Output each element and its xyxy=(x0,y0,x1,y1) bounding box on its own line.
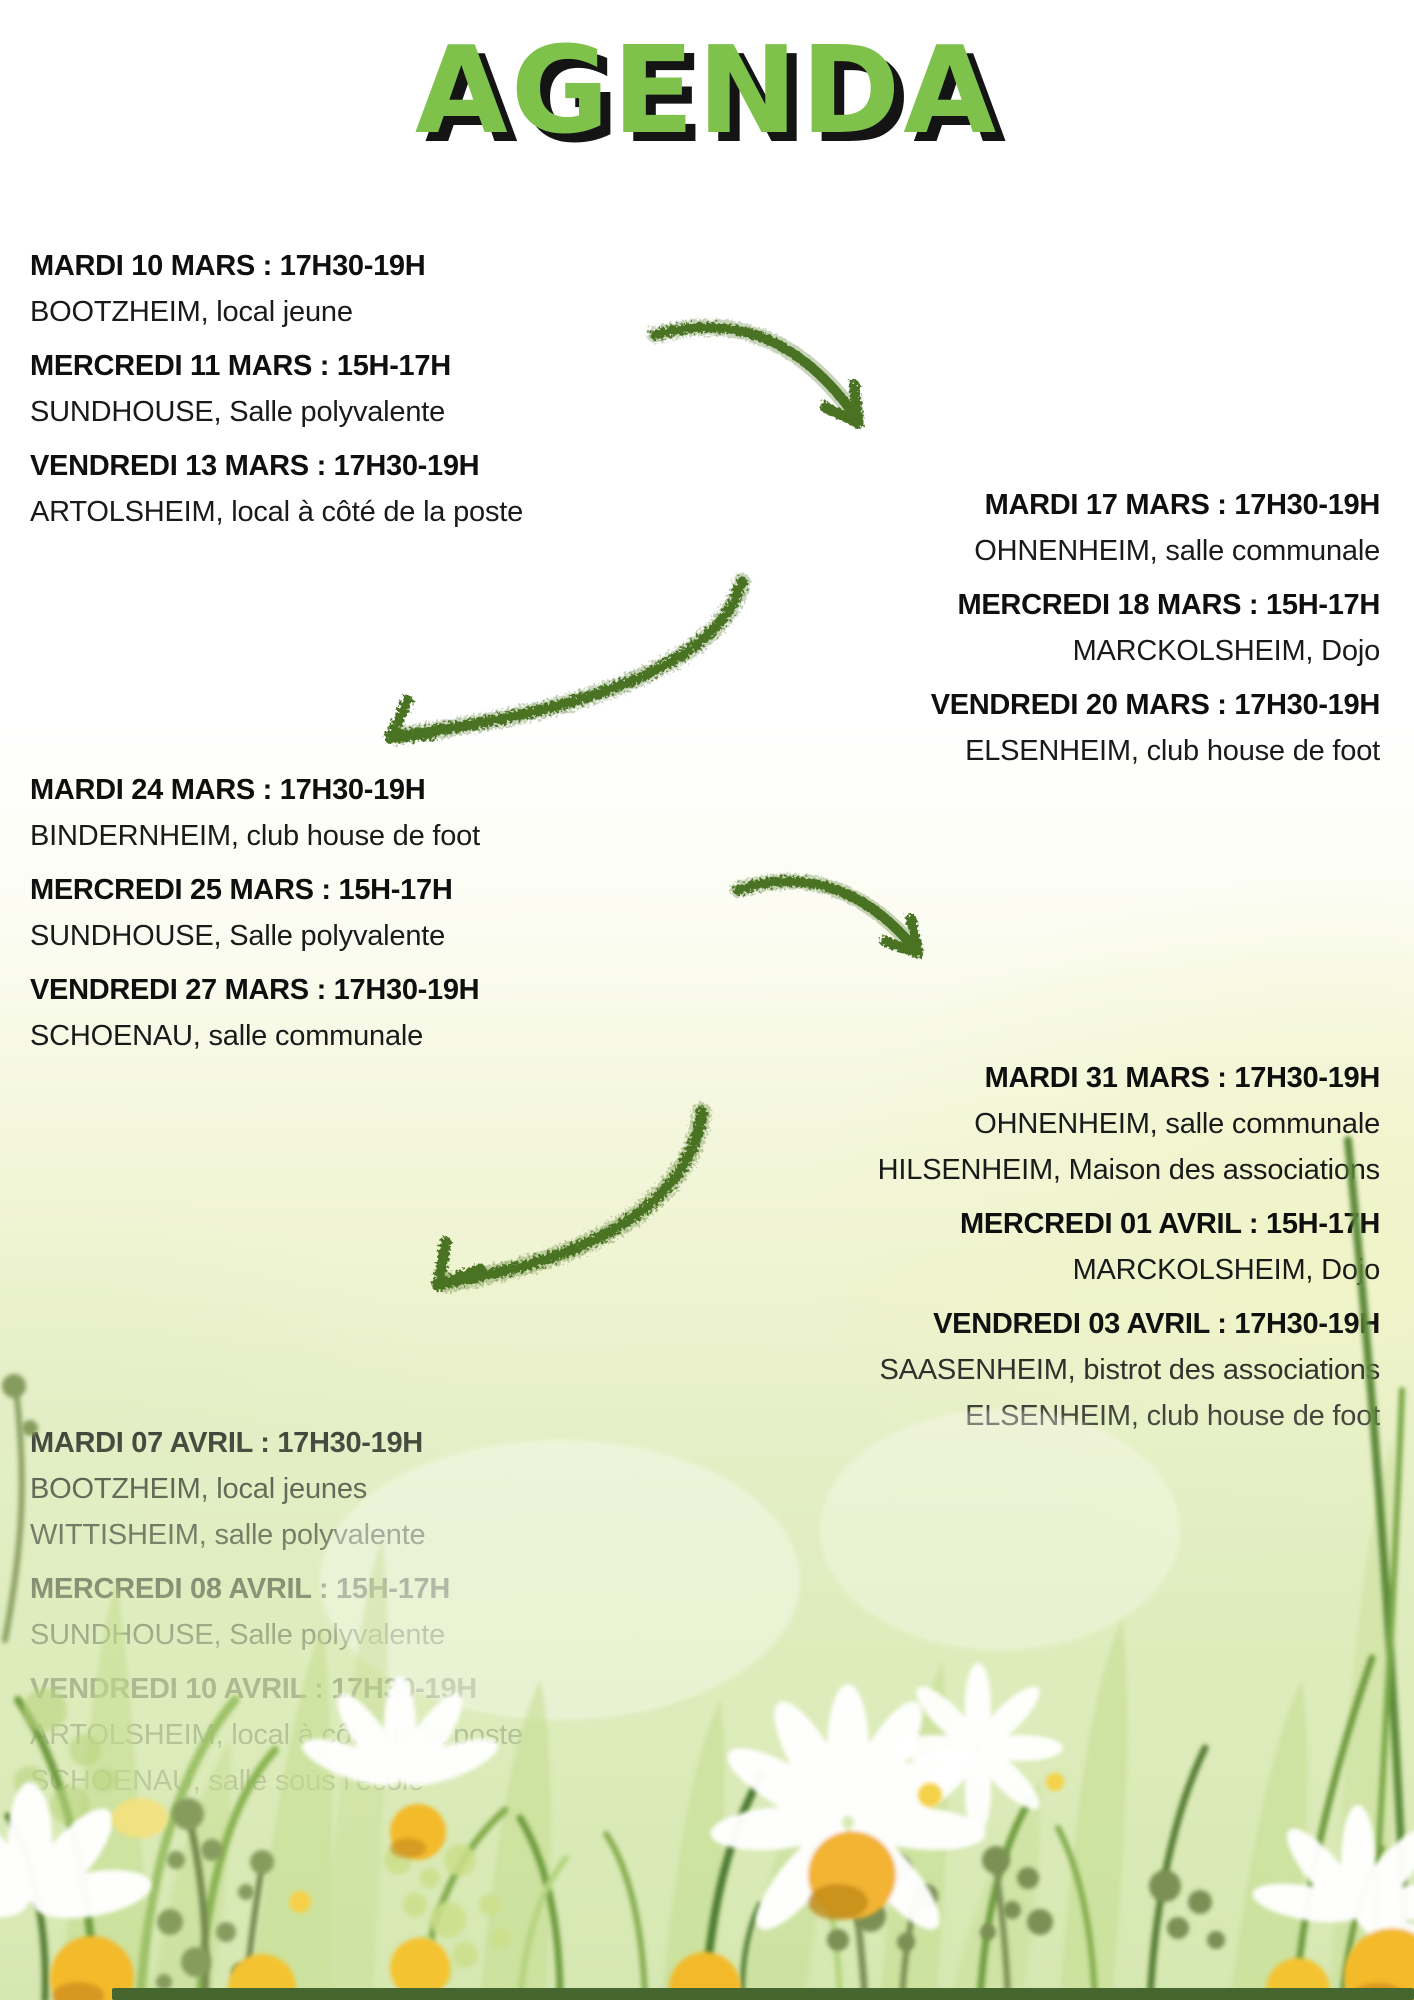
page-title: AGENDA xyxy=(414,22,1000,161)
event-location: MARCKOLSHEIM, Dojo xyxy=(1072,635,1380,667)
event-location: SUNDHOUSE, Salle polyvalente xyxy=(30,920,446,952)
bottom-edge-strip xyxy=(112,1988,1414,2000)
event-date-heading: MERCREDI 01 AVRIL : 15H-17H xyxy=(959,1208,1380,1240)
event-location: HILSENHEIM, Maison des associations xyxy=(877,1154,1380,1186)
event-date-heading: MARDI 24 MARS : 17H30-19H xyxy=(30,774,426,806)
event-date-heading: MERCREDI 18 MARS : 15H-17H xyxy=(957,589,1380,621)
event-date-heading: VENDREDI 27 MARS : 17H30-19H xyxy=(30,974,480,1006)
event-location: ARTOLSHEIM, local à côté de la poste xyxy=(30,496,524,528)
event-date-heading: MARDI 31 MARS : 17H30-19H xyxy=(984,1062,1380,1094)
event-date-heading: MERCREDI 25 MARS : 15H-17H xyxy=(30,874,453,906)
event-location: SUNDHOUSE, Salle polyvalente xyxy=(30,396,446,428)
schedule-block-week-1 xyxy=(30,243,523,535)
event-location: ELSENHEIM, club house de foot xyxy=(965,735,1380,767)
event-location: OHNENHEIM, salle communale xyxy=(974,535,1380,567)
event-location: SCHOENAU, salle communale xyxy=(30,1020,424,1052)
event-location: OHNENHEIM, salle communale xyxy=(974,1108,1380,1140)
watercolor-meadow-decoration xyxy=(0,1060,1414,2000)
curved-arrow-down-right-icon xyxy=(630,305,900,465)
event-location: BINDERNHEIM, club house de foot xyxy=(30,820,480,852)
event-location: MARCKOLSHEIM, Dojo xyxy=(1072,1254,1380,1286)
event-date-heading: VENDREDI 20 MARS : 17H30-19H xyxy=(930,689,1380,721)
schedule-block-week-2 xyxy=(931,482,1380,774)
event-date-heading: MARDI 10 MARS : 17H30-19H xyxy=(30,250,426,282)
curved-arrow-down-left-icon xyxy=(350,560,770,770)
event-location: BOOTZHEIM, local jeune xyxy=(30,296,353,328)
schedule-block-week-3 xyxy=(30,767,480,1059)
event-date-heading: MARDI 17 MARS : 17H30-19H xyxy=(984,489,1380,521)
event-date-heading: MERCREDI 11 MARS : 15H-17H xyxy=(30,350,451,382)
event-date-heading: VENDREDI 13 MARS : 17H30-19H xyxy=(30,450,480,482)
curved-arrow-down-right-icon xyxy=(720,860,950,990)
